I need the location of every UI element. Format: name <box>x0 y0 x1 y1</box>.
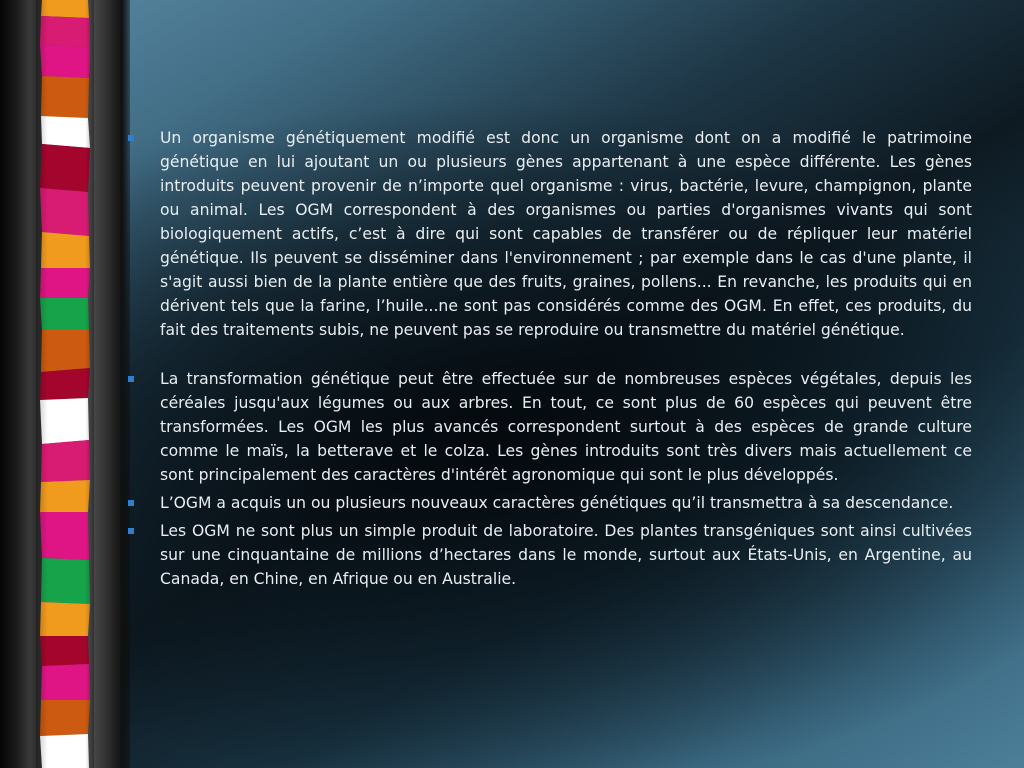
bullet-item <box>128 491 972 515</box>
color-stripes-graphic <box>36 0 94 768</box>
bullet-text: L’OGM a acquis un ou plusieurs nouveaux caractères génétiques qu’il transmettra à sa descendance. <box>160 494 954 512</box>
bullet-text: Un organisme génétiquement modifié est donc un organisme dont on a modifié le patrimoine génétique en lui ajoutant un ou plusieurs gènes appartenant à une espèce différente. Les gènes introduits peuvent provenir de n’importe quel organisme : virus, bactérie, levure, champignon, plante ou animal. Les OGM correspondent à des organismes ou parties d'organismes vivants qui sont biologiquement actifs, c’est à dire qui sont capables de transférer ou de répliquer leur matériel génétique. Ils peuvent se disséminer dans l'environnement ; par exemple dans le cas d'une plante, il s'agit aussi bien de la plante entière que des fruits, graines, pollens... En revanche, les produits qui en dérivent tels que la farine, l’huile...ne sont pas considérés comme des OGM. En effet, ces produits, du fait des traitements subis, ne peuvent pas se reproduire ou transmettre du matériel génétique. <box>160 129 972 339</box>
bullet-item <box>128 519 972 591</box>
decorative-stripe-bar <box>0 0 130 768</box>
color-stripes <box>36 0 94 768</box>
bullet-text: Les OGM ne sont plus un simple produit de laboratoire. Des plantes transgéniques sont ainsi cultivées sur une cinquantaine de millions d’hectares dans le monde, surtout aux États-Unis, en Argentine, au Canada, en Chine, en Afrique ou en Australie. <box>160 522 972 588</box>
bullet-item <box>128 126 972 342</box>
square-bullet-icon <box>128 500 134 506</box>
bullet-item <box>128 367 972 487</box>
square-bullet-icon <box>128 376 134 382</box>
slide-body <box>128 126 972 591</box>
bullet-text: La transformation génétique peut être effectuée sur de nombreuses espèces végétales, depuis les céréales jusqu'aux légumes ou aux arbres. En tout, ce sont plus de 60 espèces qui peuvent être transformées. Les OGM les plus avancés correspondent surtout à des espèces de grande culture comme le maïs, la betterave et le colza. Les gènes introduits sont très divers mais actuellement ce sont principalement des caractères d'intérêt agronomique qui sont le plus développés. <box>160 370 972 484</box>
square-bullet-icon <box>128 528 134 534</box>
square-bullet-icon <box>128 135 134 141</box>
